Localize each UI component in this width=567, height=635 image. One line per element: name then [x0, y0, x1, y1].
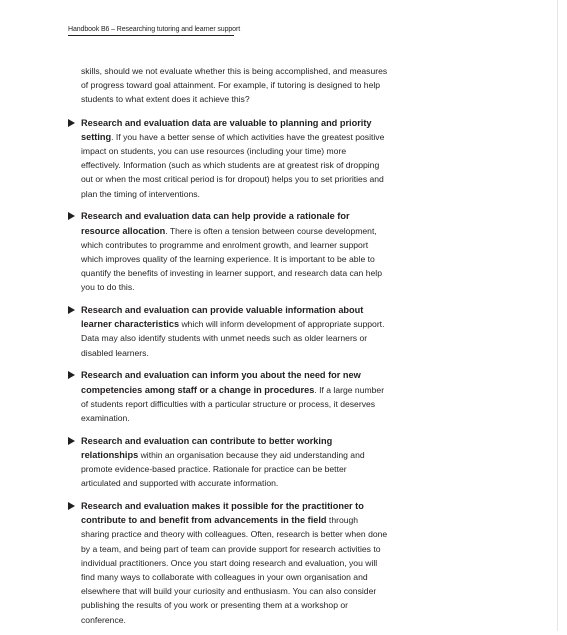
bullet-heading: Research and evaluation data are valuable to planning and priority setting — [81, 117, 372, 142]
bullet-heading: Research and evaluation can provide valuable information about learner characteristics — [81, 305, 364, 330]
bullet-heading: Research and evaluation data can help provide a rationale for resource allocation — [81, 211, 350, 236]
bullet-item-planning — [68, 116, 388, 201]
bullet-body: . If you have a better sense of which activities have the greatest positive impact on students, you can use resources (including your time) more effectively. Information (such as which students are at greatest risk of dropping out or when the most critical period is for dropout) helps you to set priorities and plan the timing of interventions. — [81, 131, 385, 199]
bullet-item-working-relationships — [68, 434, 388, 491]
bullet-item-learner-characteristics — [68, 303, 388, 360]
body-content — [68, 64, 388, 635]
bullet-arrow-icon — [68, 371, 75, 379]
bullet-item-advancements — [68, 499, 388, 627]
bullet-body: through sharing practice and theory with colleagues. Often, research is better when done by a team, and being part of team can provide support for research activities to individual practitioners. Once you start doing research and evaluation, you will find many ways to collaborate with colleagues in your own organisation and elsewhere that will build your curiosity and enthusiasm. You can also consider publishing the results of you work or presenting them at a workshop or conference. — [81, 515, 388, 625]
bullet-heading: Research and evaluation can contribute to better working relationships — [81, 435, 333, 460]
bullet-arrow-icon — [68, 502, 75, 510]
bullet-heading: Research and evaluation makes it possible for the practitioner to contribute to and benefit from advancements in the field — [81, 500, 364, 526]
running-header: Handbook B6 – Researching tutoring and learner support — [68, 26, 234, 36]
lead-paragraph: skills, should we not evaluate whether this is being accomplished, and measures of progress toward goal attainment. For example, if tutoring is designed to help students to what extent does it achieve this? — [81, 66, 388, 105]
page-edge-rule — [557, 0, 558, 631]
bullet-item-resource-allocation — [68, 209, 388, 294]
bullet-arrow-icon — [68, 212, 75, 220]
bullet-body: which will inform development of appropriate support. Data may also identify students with unmet needs such as older learners or disabled learners. — [81, 319, 385, 358]
bullet-heading: Research and evaluation can inform you about the need for new competencies among staff or a change in procedures — [81, 370, 361, 395]
bullet-body: within an organisation because they aid understanding and promote evidence-based practice. Rationale for practice can be better articulated and supported with accurate information. — [81, 449, 365, 489]
bullet-body: . There is often a tension between course development, which contributes to programme and enrolment growth, and learner support which improves quality of the learning experience. It is important to be able to quantify the benefits of investing in learner support, and research data can help you to do this. — [81, 225, 382, 293]
bullet-arrow-icon — [68, 306, 75, 314]
bullet-item-new-competencies — [68, 368, 388, 425]
bullet-arrow-icon — [68, 119, 75, 127]
bullet-body: . If a large number of students report difficulties with a particular structure or process, it deserves examination. — [81, 384, 385, 423]
bullet-arrow-icon — [68, 437, 75, 445]
